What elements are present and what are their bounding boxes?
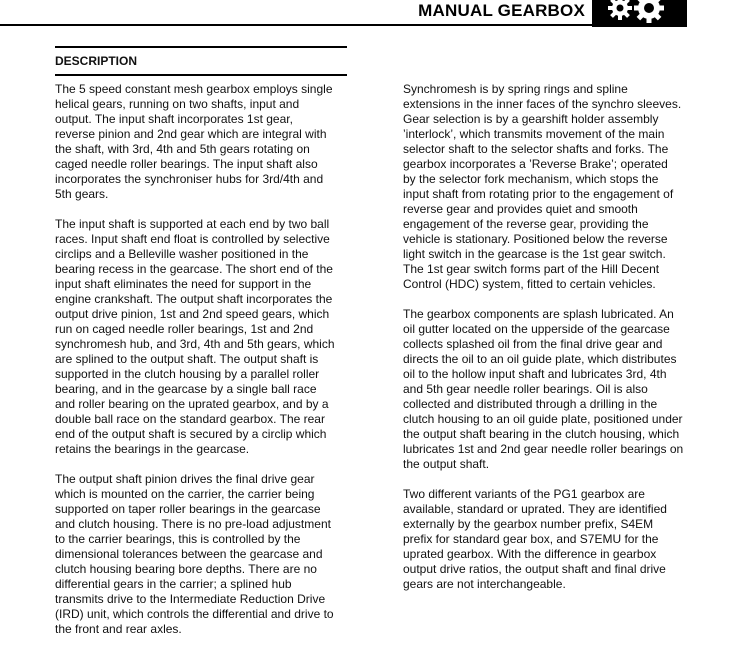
paragraph: The input shaft is supported at each end by two ball races. Input shaft end float is controlled by selective circlips and a Belleville washer positioned in the bearing recess in the gearcase. The short end of the input shaft eliminates the need for support in the engine crankshaft. The output shaft incorporates the output drive pinion, 1st and 2nd speed gears, which run on caged needle roller bearings, 1st and 2nd synchromesh hub, and 3rd, 4th and 5th gears, which are splined to the output shaft. The output shaft is supported in the clutch housing by a parallel roller bearing, and in the gearcase by a single ball race and roller bearing on the uprated gearbox, and by a double ball race on the standard gearbox. The rear end of the output shaft is secured by a circlip which retains the bearings in the gearcase. [55, 217, 335, 456]
section-heading [55, 46, 347, 76]
gears-icon [606, 0, 676, 28]
header-rule [0, 24, 592, 26]
gears-logo [592, 0, 687, 27]
section-heading-text: DESCRIPTION [55, 54, 138, 68]
right-column [403, 82, 703, 607]
paragraph: Synchromesh is by spring rings and spline extensions in the inner faces of the synchro sleeves. Gear selection is by a gearshift holder assembly ’interlock’, which transmits movement of the main selector shaft to the selector shafts and forks. The gearbox incorporates a ’Reverse Brake’; operated by the selector fork mechanism, which stops the input shaft from rotating prior to the engagement of reverse gear and provides quiet and smooth engagement of the reverse gear, providing the vehicle is stationary. Positioned below the reverse light switch in the gearcase is the 1st gear switch. The 1st gear switch forms part of the Hill Decent Control (HDC) system, fitted to certain vehicles. [403, 82, 682, 291]
paragraph: The gearbox components are splash lubricated. An oil gutter located on the upperside of the gearcase collects splashed oil from the final drive gear and directs the oil to an oil guide plate, which distributes oil to the hollow input shaft and lubricates 3rd, 4th and 5th gear needle roller bearings. Oil is also collected and distributed through a drilling in the clutch housing to an oil guide plate, positioned under the output shaft bearing in the clutch housing, which lubricates 1st and 2nd gear needle roller bearings on the output shaft. [403, 307, 684, 471]
paragraph: The output shaft pinion drives the final drive gear which is mounted on the carrier, the carrier being supported on taper roller bearings in the gearcase and clutch housing. There is no pre-load adjustment to the carrier bearings, this is controlled by the dimensional tolerances between the gearcase and clutch housing bearing bore depths. There are no differential gears in the carrier; a splined hub transmits drive to the Intermediate Reduction Drive (IRD) unit, which controls the differential and drive to the front and rear axles. [55, 472, 334, 636]
page-title: MANUAL GEARBOX [418, 1, 585, 20]
paragraph: The 5 speed constant mesh gearbox employs single helical gears, running on two shafts, input and output. The input shaft incorporates 1st gear, reverse pinion and 2nd gear which are integral with the shaft, with 3rd, 4th and 5th gears rotating on caged needle roller bearings. The input shaft also incorporates the synchroniser hubs for 3rd/4th and 5th gears. [55, 82, 333, 201]
left-column [55, 82, 355, 652]
paragraph: Two different variants of the PG1 gearbox are available, standard or uprated. They are identified externally by the gearbox number prefix, S4EM prefix for standard gear box, and S7EMU for the uprated gearbox. With the difference in gearbox output drive ratios, the output shaft and final drive gears are not interchangeable. [403, 487, 667, 591]
